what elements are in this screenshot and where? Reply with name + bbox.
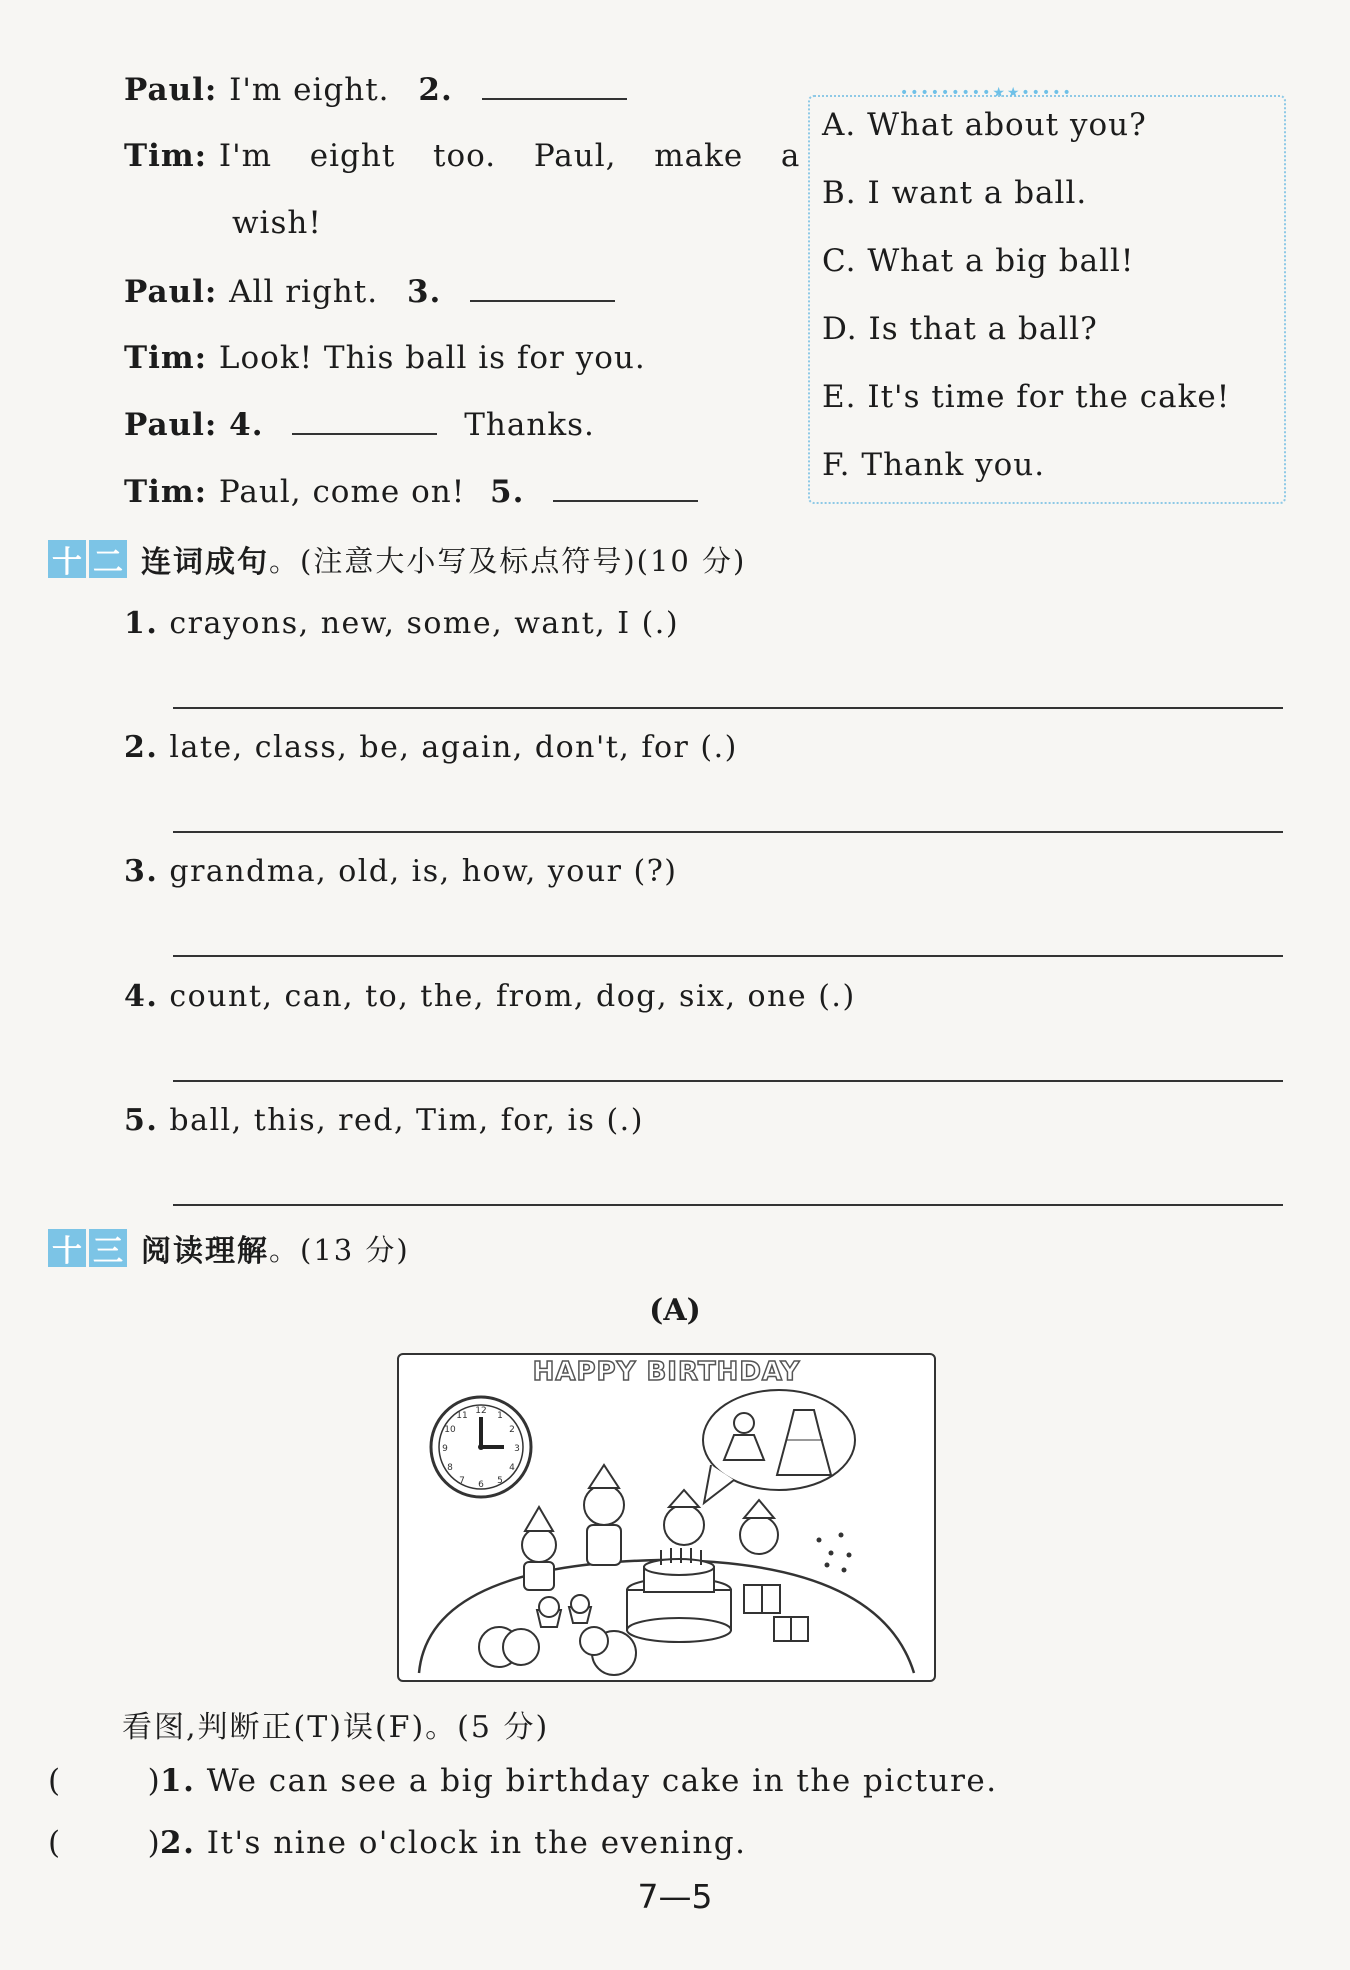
question-number: 2.	[160, 1825, 196, 1861]
option-a: A. What about you?	[822, 107, 1147, 143]
question-number: 3.	[124, 854, 159, 889]
svg-text:4: 4	[509, 1463, 515, 1473]
blank-number: 4.	[229, 407, 264, 443]
speaker: Tim	[124, 138, 195, 174]
answer-line-1[interactable]	[173, 707, 1283, 709]
svg-text:9: 9	[442, 1444, 448, 1454]
question-text: crayons, new, some, want, I (.)	[169, 606, 680, 641]
question-text: late, class, be, again, don't, for (.)	[169, 730, 738, 765]
dialogue-line-4: Tim: Look! This ball is for you.	[124, 340, 646, 376]
answer-line-5[interactable]	[173, 1204, 1283, 1206]
star-border-decoration: •••••••••★★•••••	[900, 85, 1073, 101]
answer-blank[interactable]	[470, 272, 615, 302]
question-text: We can see a big birthday cake in the picture.	[206, 1763, 998, 1799]
dialogue-line-2: Tim: I'm eight too. Paul, make a	[124, 138, 801, 174]
line-text: Paul, come on!	[218, 474, 466, 510]
speech-bubble-icon	[703, 1390, 855, 1503]
option-b: B. I want a ball.	[822, 175, 1088, 211]
picture-title: HAPPY BIRTHDAY	[532, 1357, 801, 1387]
tf-item-2	[48, 1825, 747, 1861]
question-text: count, can, to, the, from, dog, six, one (.)	[169, 979, 856, 1014]
blank-number: 3.	[406, 274, 442, 310]
question-2	[124, 730, 738, 765]
section-12-header	[48, 537, 746, 581]
svg-text:12: 12	[475, 1406, 487, 1416]
speaker: Tim	[124, 340, 195, 376]
badge-char: 二	[89, 540, 127, 578]
answer-line-4[interactable]	[173, 1080, 1283, 1082]
section-title: 连词成句	[141, 545, 269, 580]
speaker: Paul	[124, 407, 205, 443]
question-number: 4.	[124, 979, 159, 1014]
question-number: 1.	[124, 606, 159, 641]
option-d: D. Is that a ball?	[822, 311, 1098, 347]
section-number-badge	[48, 540, 127, 578]
question-number: 2.	[124, 730, 159, 765]
line-text: I'm eight.	[229, 72, 390, 108]
part-label: (A)	[649, 1293, 701, 1328]
question-number: 1.	[160, 1763, 196, 1799]
tf-item-1	[48, 1763, 998, 1799]
dialogue-line-6: Tim: Paul, come on! 5.	[124, 472, 698, 510]
line-text: All right.	[229, 274, 379, 310]
dialogue-line-continuation	[232, 205, 322, 241]
options-box	[808, 85, 1286, 504]
section-13-header	[48, 1226, 410, 1270]
svg-text:10: 10	[444, 1425, 456, 1435]
badge-char: 十	[48, 540, 86, 578]
question-text: ball, this, red, Tim, for, is (.)	[169, 1103, 644, 1138]
blank-number: 5.	[490, 474, 525, 510]
line-text: Look! This ball is for you.	[218, 340, 646, 376]
line-text: wish!	[232, 205, 322, 241]
svg-text:2: 2	[509, 1425, 515, 1435]
question-4	[124, 979, 856, 1014]
answer-blank[interactable]	[292, 405, 437, 435]
question-number: 5.	[124, 1103, 159, 1138]
section-note: 。(13 分)	[269, 1232, 410, 1267]
clock-icon	[431, 1397, 531, 1497]
line-text: Thanks.	[464, 407, 595, 443]
birthday-picture	[397, 1353, 936, 1682]
line-text: I'm eight too. Paul, make a	[218, 138, 801, 174]
svg-text:7: 7	[459, 1476, 465, 1486]
dialogue-line-3: Paul: All right. 3.	[124, 272, 615, 310]
question-text: It's nine o'clock in the evening.	[206, 1825, 747, 1861]
page-number: 7—5	[637, 1877, 713, 1916]
blank-number: 2.	[418, 72, 453, 108]
party-illustration	[399, 1355, 934, 1680]
answer-paren[interactable]: ( )	[48, 1825, 162, 1861]
answer-paren[interactable]: ( )	[48, 1763, 162, 1799]
answer-blank[interactable]	[482, 70, 627, 100]
confetti-icon	[817, 1533, 852, 1573]
badge-char: 三	[89, 1229, 127, 1267]
svg-text:11: 11	[456, 1411, 468, 1421]
section-note: 。(注意大小写及标点符号)(10 分)	[269, 543, 747, 578]
svg-text:6: 6	[478, 1480, 484, 1490]
question-5	[124, 1103, 644, 1138]
svg-text:3: 3	[514, 1444, 520, 1454]
question-3	[124, 854, 678, 889]
section-title: 阅读理解	[141, 1234, 269, 1269]
question-text: grandma, old, is, how, your (?)	[169, 854, 678, 889]
speaker: Paul	[124, 274, 205, 310]
svg-text:5: 5	[497, 1476, 503, 1486]
question-1	[124, 606, 679, 641]
answer-blank[interactable]	[553, 472, 698, 502]
answer-line-3[interactable]	[173, 955, 1283, 957]
answer-line-2[interactable]	[173, 831, 1283, 833]
option-e: E. It's time for the cake!	[822, 379, 1231, 415]
option-f: F. Thank you.	[822, 447, 1046, 483]
svg-text:1: 1	[497, 1411, 503, 1421]
dialogue-line-5: Paul: 4. Thanks.	[124, 407, 595, 443]
dialogue-line-1: Paul: I'm eight. 2.	[124, 70, 627, 108]
speaker: Tim	[124, 474, 195, 510]
section-number-badge	[48, 1229, 127, 1267]
option-c: C. What a big ball!	[822, 243, 1135, 279]
svg-text:8: 8	[447, 1463, 453, 1473]
tf-instruction: 看图,判断正(T)误(F)。(5 分)	[122, 1710, 550, 1745]
badge-char: 十	[48, 1229, 86, 1267]
speaker: Paul	[124, 72, 205, 108]
